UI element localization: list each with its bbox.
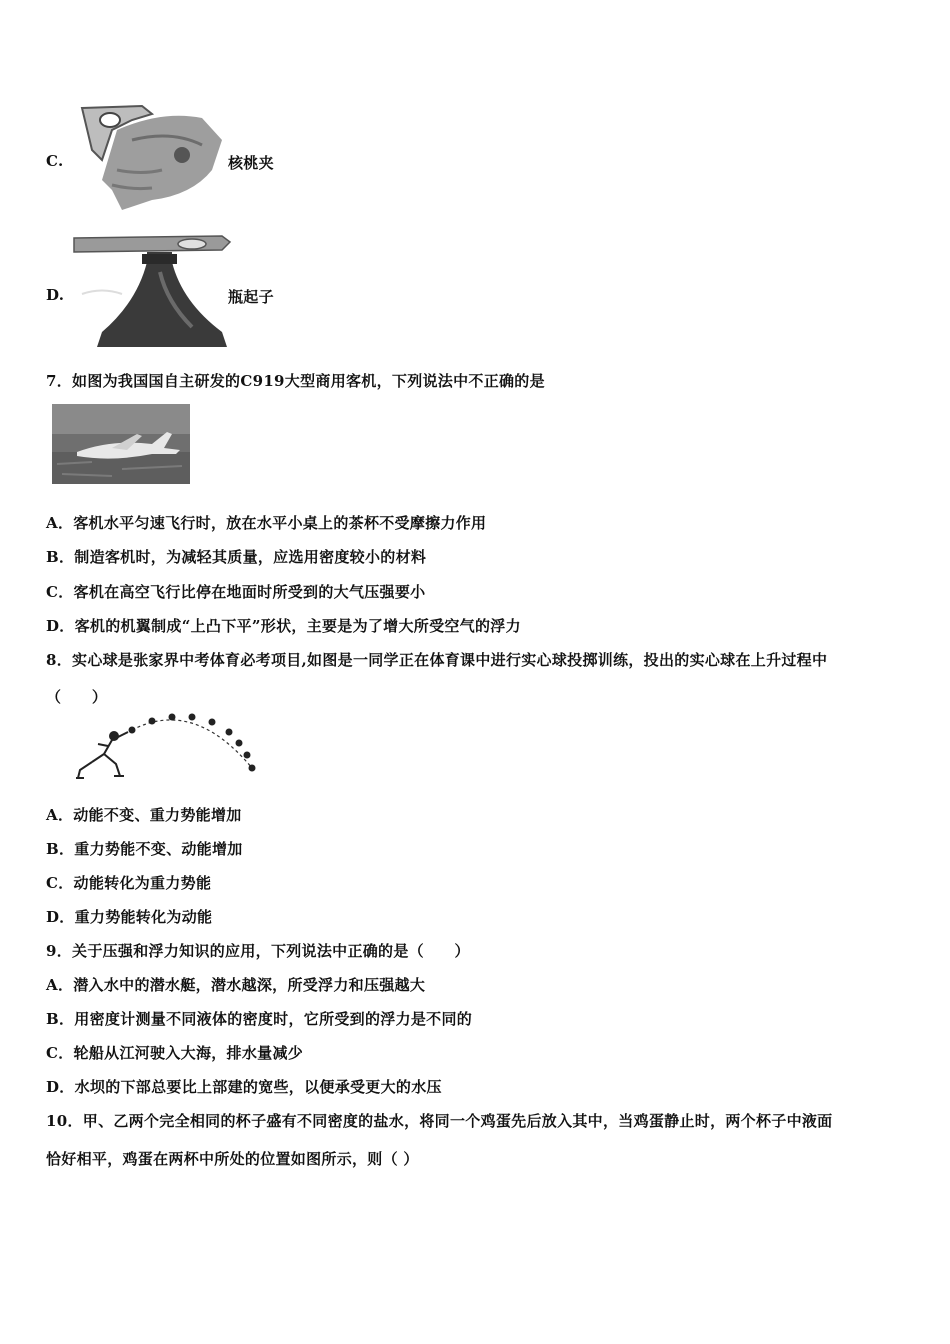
q7-option-c: C．客机在高空飞行比停在地面时所受到的大气压强要小	[46, 583, 426, 601]
q9-option-c: C．轮船从江河驶入大海，排水量减少	[46, 1044, 304, 1062]
q9-option-b: B．用密度计测量不同液体的密度时，它所受到的浮力是不同的	[46, 1010, 473, 1028]
q7-option-d: D．客机的机翼制成“上凸下平”形状，主要是为了增大所受空气的浮力	[46, 617, 521, 635]
q7-stem: 7．如图为我国国自主研发的C919大型商用客机，下列说法中不正确的是	[46, 372, 545, 390]
bottle-opener-image	[72, 232, 232, 347]
q10-stem-line2: 恰好相平，鸡蛋在两杯中所处的位置如图所示，则（ ）	[46, 1150, 419, 1168]
q9-option-a: A．潜入水中的潜水艇，潜水越深，所受浮力和压强越大	[46, 976, 426, 994]
q10-stem-line1: 10．甲、乙两个完全相同的杯子盛有不同密度的盐水，将同一个鸡蛋先后放入其中，当鸡蛋静止时，两个杯子中液面	[46, 1112, 833, 1130]
q7-option-a: A．客机水平匀速飞行时，放在水平小桌上的茶杯不受摩擦力作用	[46, 514, 487, 532]
q7-option-b: B．制造客机时，为减轻其质量，应选用密度较小的材料	[46, 548, 427, 566]
q8-option-b: B．重力势能不变、动能增加	[46, 840, 243, 858]
shot-put-trajectory-figure	[74, 710, 264, 782]
q8-stem: 8．实心球是张家界中考体育必考项目,如图是一同学正在体育课中进行实心球投掷训练，投出的实心球在上升过程中	[46, 651, 828, 669]
q9-option-d: D．水坝的下部总要比上部建的宽些，以便承受更大的水压	[46, 1078, 442, 1096]
option-d-letter: D.	[46, 286, 65, 304]
q8-option-d: D．重力势能转化为动能	[46, 908, 213, 926]
c919-airplane-photo	[52, 404, 190, 484]
nutcracker-image	[72, 100, 227, 210]
option-d-label: 瓶起子	[228, 288, 274, 306]
option-c-letter: C.	[46, 152, 64, 170]
q8-paren: （ ）	[46, 688, 108, 706]
q9-stem: 9．关于压强和浮力知识的应用，下列说法中正确的是（ ）	[46, 942, 470, 960]
option-c-label: 核桃夹	[228, 154, 274, 172]
q8-option-c: C．动能转化为重力势能	[46, 874, 212, 892]
q8-option-a: A．动能不变、重力势能增加	[46, 806, 242, 824]
